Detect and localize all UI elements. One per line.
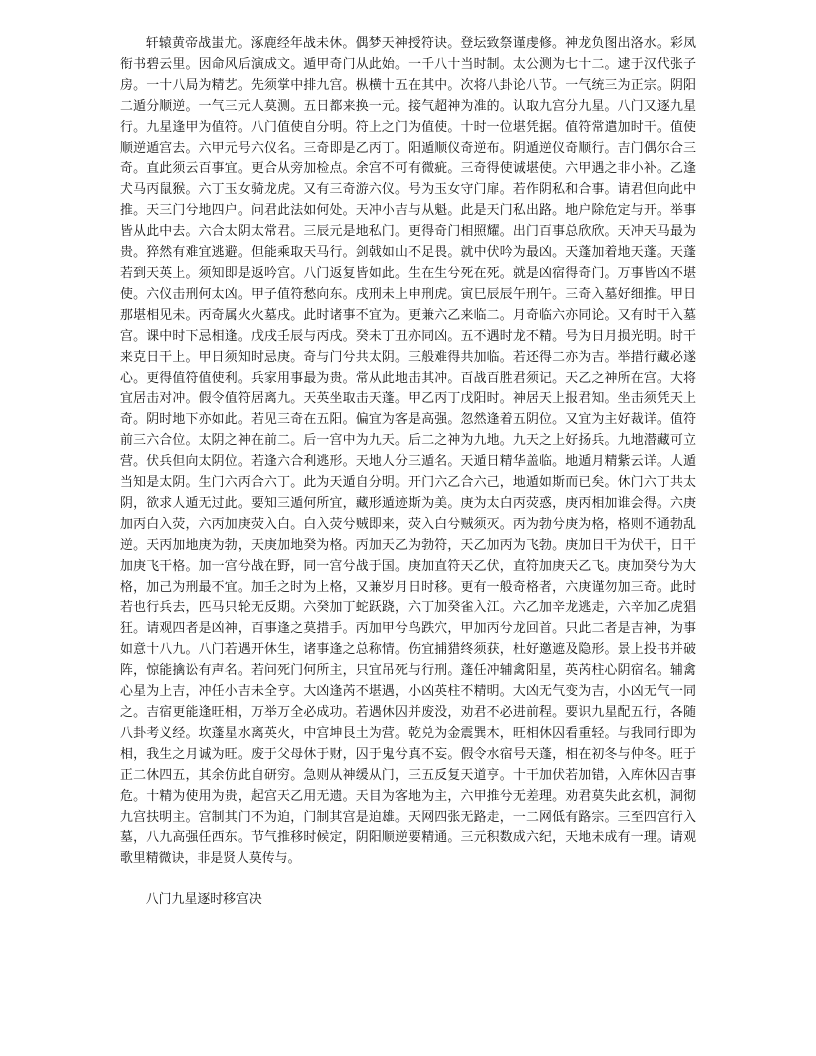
body-paragraph: 轩辕黄帝战蚩尤。涿鹿经年战未休。偶梦天神授符诀。登坛致祭谨虔修。神龙负图出洛水。彩凤衔书碧云里。因命风后演成文。遁甲奇门从此始。一千八十当时制。太公测为七十二。逮于汉代张子房。一十八局为精艺。先须掌中排九宫。枞横十五在其中。次将八卦论八节。一气统三为正宗。阴阳二遁分顺逆。一气三元人莫测。五日都来换一元。接气超神为准的。认取九宫分九星。八门又逐九星行。九星逢甲为值符。八门值使自分明。符上之门为值使。十时一位堪凭据。值符常遣加时干。值使顺逆遁宫去。六甲元号六仪名。三奇即是乙丙丁。阳遁顺仪奇逆布。阴遁逆仪奇顺行。吉门偶尔合三奇。直此须云百事宜。更合从旁加检点。余宫不可有微疵。三奇得使诚堪使。六甲遇之非小补。乙逢犬马丙鼠猴。六丁玉女骑龙虎。又有三奇游六仪。号为玉女守门扉。若作阴私和合事。请君但向此中推。天三门兮地四户。问君此法如何处。天冲小吉与从魁。此是天门私出路。地户除危定与开。举事皆从此中去。六合太阴太常君。三辰元是地私门。更得奇门相照耀。出门百事总欣欣。天冲天马最为贵。猝然有难宜逃避。但能乘取天马行。剑戟如山不足畏。就中伏吟为最凶。天蓬加着地天蓬。天蓬若到天英上。须知即是返吟宫。八门返复皆如此。生在生兮死在死。就是凶宿得奇门。万事皆凶不堪使。六仪击刑何太凶。甲子值符愁向东。戌刑未上申刑虎。寅巳辰辰午刑午。三奇入墓好细推。甲日那堪相见未。丙奇属火火墓戌。此时诸事不宜为。更兼六乙来临二。月奇临六亦同论。又有时干入墓宫。课中时下忌相逢。戊戌壬辰与丙戌。癸未丁丑亦同凶。五不遇时龙不精。号为日月损光明。时干来克日干上。甲日须知时忌庚。奇与门兮共太阴。三般难得共加临。若还得二亦为吉。举措行藏必遂心。更得值符值使利。兵家用事最为贵。常从此地击其冲。百战百胜君须记。天乙之神所在宫。大将宜居击对冲。假令值符居离九。天英坐取击天蓬。甲乙丙丁戊阳时。神居天上报君知。坐击须凭天上奇。阴时地下亦如此。若见三奇在五阳。偏宜为客是高强。忽然逢着五阴位。又宜为主好裁详。值符前三六合位。太阴之神在前二。后一宫中为九天。后二之神为九地。九天之上好扬兵。九地潜藏可立营。伏兵但向太阴位。若逢六合利逃形。天地人分三遁名。天遁日精华盖临。地遁月精紫云详。人遁当知是太阴。生门六丙合六丁。此为天遁自分明。开门六乙合六己，地遁如斯而已矣。休门六丁共太阴，欲求人遁无过此。要知三遁何所宜，藏形遁迹斯为美。庚为太白丙荧惑，庚丙相加谁会得。六庚加丙白入荧，六丙加庚荧入白。白入荧兮贼即来，荧入白兮贼须灭。丙为勃兮庚为格，格则不通勃乱逆。天丙加地庚为勃，天庚加地癸为格。丙加天乙为勃符，天乙加丙为飞勃。庚加日干为伏干，日干加庚飞干格。加一宫兮战在野，同一宫兮战于国。庚加直符天乙伏，直符加庚天乙飞。庚加癸兮为大格，加己为刑最不宜。加壬之时为上格，又兼岁月日时移。更有一般奇格者，六庚谨勿加三奇。此时若也行兵去，匹马只轮无反期。六癸加丁蛇跃跷，六丁加癸雀入江。六乙加辛龙逃走，六辛加乙虎猖狂。请观四者是凶神，百事逢之莫措手。丙加甲兮鸟跌穴，甲加丙兮龙回首。只此二者是吉神，为事如意十八九。八门若遇开休生，诸事逢之总称情。伤宜捕猎终须获，杜好邀遮及隐形。景上投书并破阵，惊能擒讼有声名。若问死门何所主，只宜吊死与行刑。蓬任冲辅禽阳星，英芮柱心阴宿名。辅禽心星为上吉，冲任小吉未全亨。大凶逢芮不堪遇，小凶英柱不精明。大凶无气变为吉，小凶无气一同之。吉宿更能逢旺相，万举万全必成功。若遇休囚并废没，劝君不必进前程。要识九星配五行，各随八卦考义经。坎蓬星水离英火，中宫坤艮土为营。乾兑为金震巽木，旺相休囚看重轻。与我同行即为相，我生之月诚为旺。废于父母休于财，囚于鬼兮真不妄。假令水宿号天蓬，相在初冬与仲冬。旺于正二休四五，其余仿此自研穷。急则从神缓从门，三五反复天道亨。十干加伏若加错，入库休囚吉事危。十精为使用为贵，起宫天乙用无遗。天目为客地为主，六甲推兮无差理。劝君莫失此玄机，洞彻九宫扶明主。宫制其门不为迫，门制其宫是迫雄。天网四张无路走，一二网低有路宗。三至四宫行入墓，八九高强任西东。节气推移时候定，阴阳顺逆要精通。三元积数成六纪，天地未成有一理。请观歌里精微诀，非是贤人莫传与。	[120, 36, 696, 867]
document-page	[120, 34, 696, 911]
section-heading: 八门九星逐时移宫决	[145, 892, 262, 908]
